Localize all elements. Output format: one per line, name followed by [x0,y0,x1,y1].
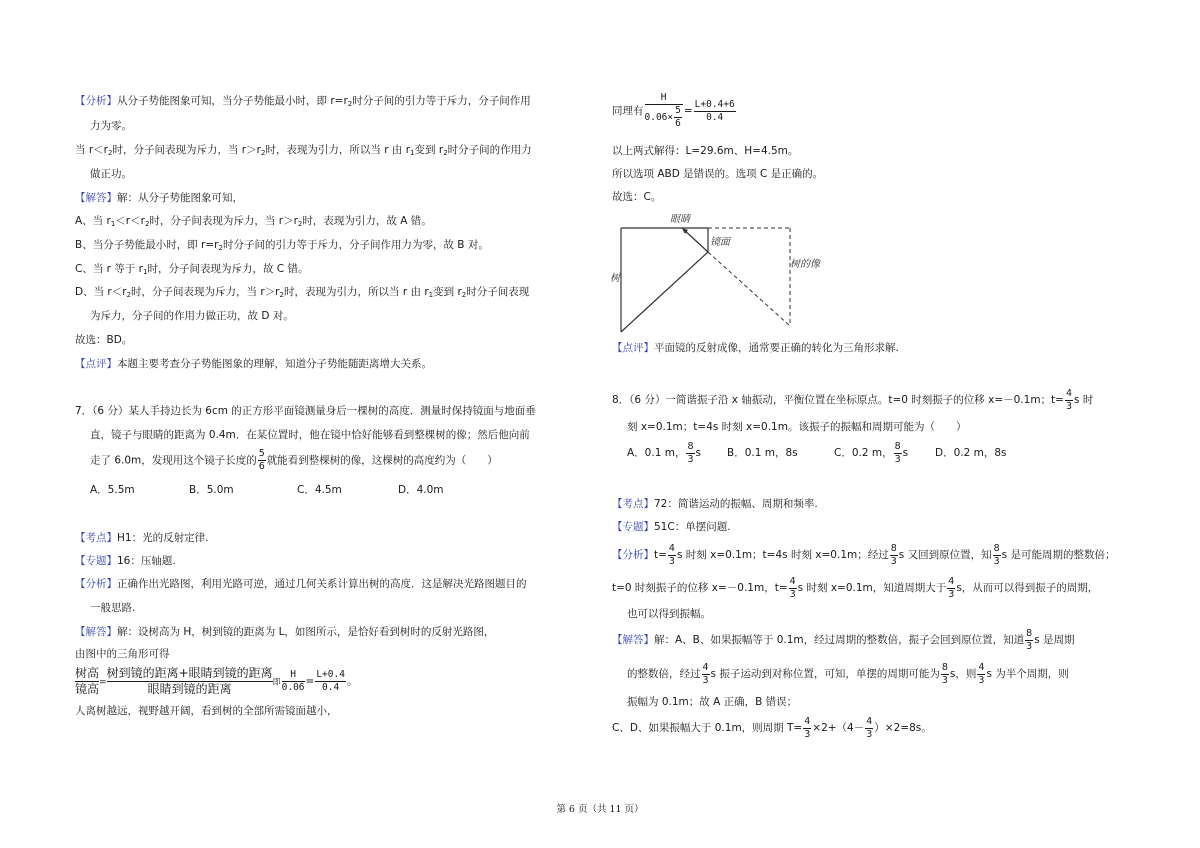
num: 8 [687,440,694,452]
den: 3 [941,674,948,686]
q8-kaodian [612,497,818,511]
den: 0.4 [322,682,340,693]
text: 当 r＜r [75,144,108,156]
den: 3 [978,674,985,686]
q8-jieda-2 [627,659,1069,689]
text: C、当 r 等于 r [75,263,143,275]
num: L+0.4+6 [694,98,735,110]
q8-stem-2: 刻 x=0.1m；t=4s 时刻 x=0.1m。该振子的振幅和周期可能为（ ） [627,421,967,433]
q7-fenxi [75,577,527,591]
den: 眼睛到镜的距离 [147,682,232,696]
sub: 2 [260,149,266,157]
text: s，则 [949,668,977,680]
num: 4 [866,715,873,727]
text: 时，表现为引力，所以当 r 由 r [265,144,411,156]
q8-jieda-4 [612,713,932,743]
fraction [1065,388,1073,413]
q7-option-c: C．4.5m [297,484,342,496]
den: 3 [1026,640,1033,652]
equals: = [683,105,693,117]
q7-option-b: B．5.0m [189,484,234,496]
label-image: 树的像 [790,259,820,270]
equals: = [99,677,107,688]
q8-option-c [834,438,908,468]
text: 72：简谐运动的振幅、周期和频率. [654,498,818,510]
num: 5 [675,105,681,116]
num: 4 [1065,387,1073,399]
num: 8 [993,542,1000,554]
sub: 2 [218,244,223,252]
text: s 振子运动到对称位置，可知，单摆的周期可能为 [710,668,940,680]
q7-fenxi-2: 一般思路. [90,602,136,614]
text: A、当 r [75,215,111,227]
fraction [674,105,682,130]
text: s 时 [1074,394,1094,406]
den: 3 [668,555,675,567]
text: s [902,447,909,459]
answer-tag: 【解答】 [75,192,117,204]
text: 时，分子间表现为斥力，故 C 错。 [147,263,309,275]
text: s 为半个周期，则 [986,668,1069,680]
q7-wrong: 所以选项 ABD 是错误的。选项 C 是正确的。 [612,168,824,180]
text: s 时刻 x=0.1m；t=4s 时刻 x=0.1m；经过 [676,549,889,561]
fraction [789,576,797,601]
fraction [993,543,1001,568]
zhuanti-tag: 【专题】 [75,555,117,567]
sub: 2 [297,220,303,228]
text: ＜r＜r [115,215,145,227]
num: 4 [978,661,985,673]
label-eye: 眼睛 [670,214,690,225]
mirror-diagram [608,208,848,334]
den: 3 [993,555,1000,567]
text: 变到 r [433,286,462,298]
den: 镜高 [75,682,100,696]
text: C．0.2 m， [834,447,893,459]
den: 3 [948,588,955,600]
dash-ray [708,252,790,326]
q6-option-d-cont: 为斥力，分子间的作用力做正功，故 D 对。 [90,310,294,322]
q7-stem-2: 直，镜子与眼睛的距离为 0.4m．在某位置时，他在镜中恰好能够看到整棵树的像；然后他向前 [90,429,530,441]
q7-kaodian [75,531,208,545]
text: 8．（6 分）一简谐振子沿 x 轴振动，平衡位置在坐标原点。t=0 时刻振子的位移 x=－0.1m；t= [612,394,1064,406]
text: s 是可能周期的整数倍； [1001,549,1116,561]
sub: 1 [410,149,415,157]
q6-option-d [75,285,529,302]
sub: 1 [110,220,116,228]
text: 0.06× [644,112,674,123]
comment-tag: 【点评】 [612,342,654,354]
fraction [702,662,710,687]
text: 平面镜的反射成像，通常要正确的转化为三角形求解. [654,342,899,354]
num: 树到镜的距离+眼睛到镜的距离 [106,666,273,680]
num: 8 [894,440,901,452]
text: D、当 r＜r [75,286,127,298]
den: 3 [789,588,796,600]
jieda-tag: 【解答】 [75,626,117,638]
text: 时分子间的作用力 [447,144,532,156]
sub: 2 [347,100,353,108]
q7-stem-1: 7．（6 分）某人手持边长为 6cm 的正方形平面镜测量身后一棵树的高度．测量时保持镜面与地面垂 [75,405,536,417]
text: 时，分子间表现为斥力，当 r＞r [131,286,280,298]
q6-analysis-line [75,94,531,111]
period: 。 [346,675,358,688]
q7-jieda-2: 由图中的三角形可得 [75,648,170,660]
text: 时，分子间表现为斥力，当 r＞r [149,215,298,227]
frac-tree-mirror [75,666,99,697]
num: 8 [1026,627,1033,639]
q8-option-d: D．0.2 m，8s [935,447,1007,459]
q7-stem-3 [90,448,498,473]
q7-solve: 以上两式解得：L=29.6m、H=4.5m。 [612,145,799,157]
text: 解：从分子势能图象可知， [117,192,243,204]
zhuanti-tag: 【专题】 [612,521,654,533]
q6-line2 [75,143,532,160]
text: H1：光的反射定律. [117,532,209,544]
den: 3 [890,555,897,567]
fraction [890,543,898,568]
q6-option-a [75,214,432,231]
num: 4 [668,542,675,554]
den: 6 [258,461,265,472]
q8-jieda-3: 振幅为 0.1m；故 A 正确，B 错误； [627,696,798,708]
q8-stem-1 [612,385,1093,415]
fraction [686,441,694,466]
text: 同理有 [612,105,644,117]
text: 16：压轴题. [117,555,176,567]
sub: 1 [142,268,148,276]
fenxi-tag: 【分析】 [75,578,117,590]
num: 4 [789,575,796,587]
text: 正确作出光路图，利用光路可逆，通过几何关系计算出树的高度．这是解决光路图题目的 [117,578,527,590]
fenxi-tag: 【分析】 [612,549,654,561]
num: 树高 [75,666,100,680]
num: 8 [890,542,897,554]
text: 就能看到整棵树的像，这棵树的高度约为（ ） [266,454,498,467]
text: s 时刻 x=0.1m，知道周期大于 [797,582,947,594]
q6-option-c [75,262,308,279]
label-tree: 树 [610,273,620,284]
q8-fenxi-2 [612,573,1098,603]
den: 3 [702,674,709,686]
text: 时分子间的引力等于斥力，分子间作用力为零，故 B 对。 [222,239,489,251]
equals: = [305,675,315,688]
q8-fenxi-3: 也可以得到振幅。 [627,608,711,620]
num: H [645,92,683,105]
jieda-tag: 【解答】 [612,634,654,646]
q7-option-a: A．5.5m [90,484,135,496]
text: 的整数倍，经过 [627,668,701,680]
q6-line2-cont: 做正功。 [90,168,132,180]
sub: 2 [126,291,132,299]
den: 0.06 [281,682,305,693]
fraction [865,716,873,741]
num: 5 [258,448,265,459]
text: 解：设树高为 H，树到镜的距离为 L，如图所示，是恰好看到树时的反射光路图， [117,626,495,638]
fraction [947,576,955,601]
q7-option-d: D．4.0m [398,484,444,496]
frac-h2 [645,92,683,130]
sub: 2 [107,149,113,157]
sub: 2 [144,220,150,228]
den: 3 [687,453,694,465]
q7-zhuanti [75,554,176,568]
ray-line [621,252,708,332]
text: t= [654,549,667,561]
den: 3 [894,453,901,465]
num: 8 [941,661,948,673]
ji: 即 [272,677,281,687]
q8-zhuanti [612,520,731,534]
text: 本题主要考查分子势能图象的理解，知道分子势能随距离增大关系。 [117,358,432,370]
q6-analysis-line-2: 力为零。 [90,120,132,132]
den: 6 [675,118,681,129]
analysis-tag: 【分析】 [75,95,117,107]
fraction [668,543,676,568]
text: 51C：单摆问题. [654,521,731,533]
fraction [258,448,266,473]
den: 3 [866,728,873,740]
sub: 2 [461,291,467,299]
text: 时，表现为引力，所以当 r 由 r [283,286,429,298]
frac-h [282,669,305,694]
text: 时分子间的引力等于斥力，分子间作用 [352,95,531,107]
q6-option-b [75,238,489,255]
num: L+0.4 [316,669,345,680]
sub: 1 [428,291,434,299]
text: 解：A、B、如果振幅等于 0.1m，经过周期的整数倍，振子会回到原位置，知道 [654,634,1025,646]
q6-comment [75,357,432,371]
text: 时分子间表现 [466,286,530,298]
den [645,105,683,130]
q8-option-a [627,440,701,465]
sub: 2 [279,291,284,299]
q8-fenxi-1 [612,540,1115,570]
num: 4 [804,715,811,727]
q7-choice: 故选：C。 [612,191,662,203]
den: 0.4 [706,111,724,123]
q7-tongli [612,92,737,130]
text: s [695,447,701,459]
den: 3 [1065,400,1073,412]
text: A．0.1 m， [627,447,686,459]
q7-jieda [75,625,494,639]
kaodian-tag: 【考点】 [75,532,117,544]
text: s 是周期 [1034,634,1075,646]
text: 变到 r [414,144,444,156]
page-footer: 第 6 页（共 11 页） [556,804,644,815]
text: ）×2=8s。 [874,722,932,734]
den: 3 [804,728,811,740]
text: 走了 6.0m，发现用这个镜子长度的 [90,454,257,467]
num: 4 [948,575,955,587]
q8-options [627,438,701,468]
kaodian-tag: 【考点】 [612,498,654,510]
frac-l [315,669,346,694]
text: t=0 时刻振子的位移 x=－0.1m，t= [612,582,788,594]
num: 4 [702,661,709,673]
comment-tag: 【点评】 [75,358,117,370]
text: B、当分子势能最小时，即 r=r [75,239,219,251]
text: 时，表现为引力，故 A 错。 [302,215,432,227]
text: 从分子势能图象可知，当分子势能最小时，即 r=r [117,95,348,107]
fraction [977,662,985,687]
q6-answer [75,191,243,205]
fraction [803,716,811,741]
fraction [894,441,902,466]
fraction [1025,628,1033,653]
q8-option-b: B．0.1 m，8s [727,447,798,459]
q6-choice: 故选：BD。 [75,334,133,346]
q7-equation [75,666,357,698]
label-mirror: 镜面 [710,237,730,248]
q7-jieda-3: 人离树越远，视野越开阔，看到树的全部所需镜面越小， [75,705,338,717]
text: 时，分子间表现为斥力，当 r＞r [112,144,261,156]
text: ×2+（4－ [812,722,865,734]
num: H [282,669,305,682]
text: s，从而可以得到振子的周期， [956,582,1099,594]
text: C、D、如果振幅大于 0.1m，则周期 T= [612,722,803,734]
sub: 2 [443,149,448,157]
frac-l2 [694,99,736,124]
q7-comment [612,341,899,355]
fraction [941,662,949,687]
q8-jieda-1 [612,625,1075,655]
frac-distance [107,666,273,697]
text: s 又回到原位置，知 [898,549,992,561]
